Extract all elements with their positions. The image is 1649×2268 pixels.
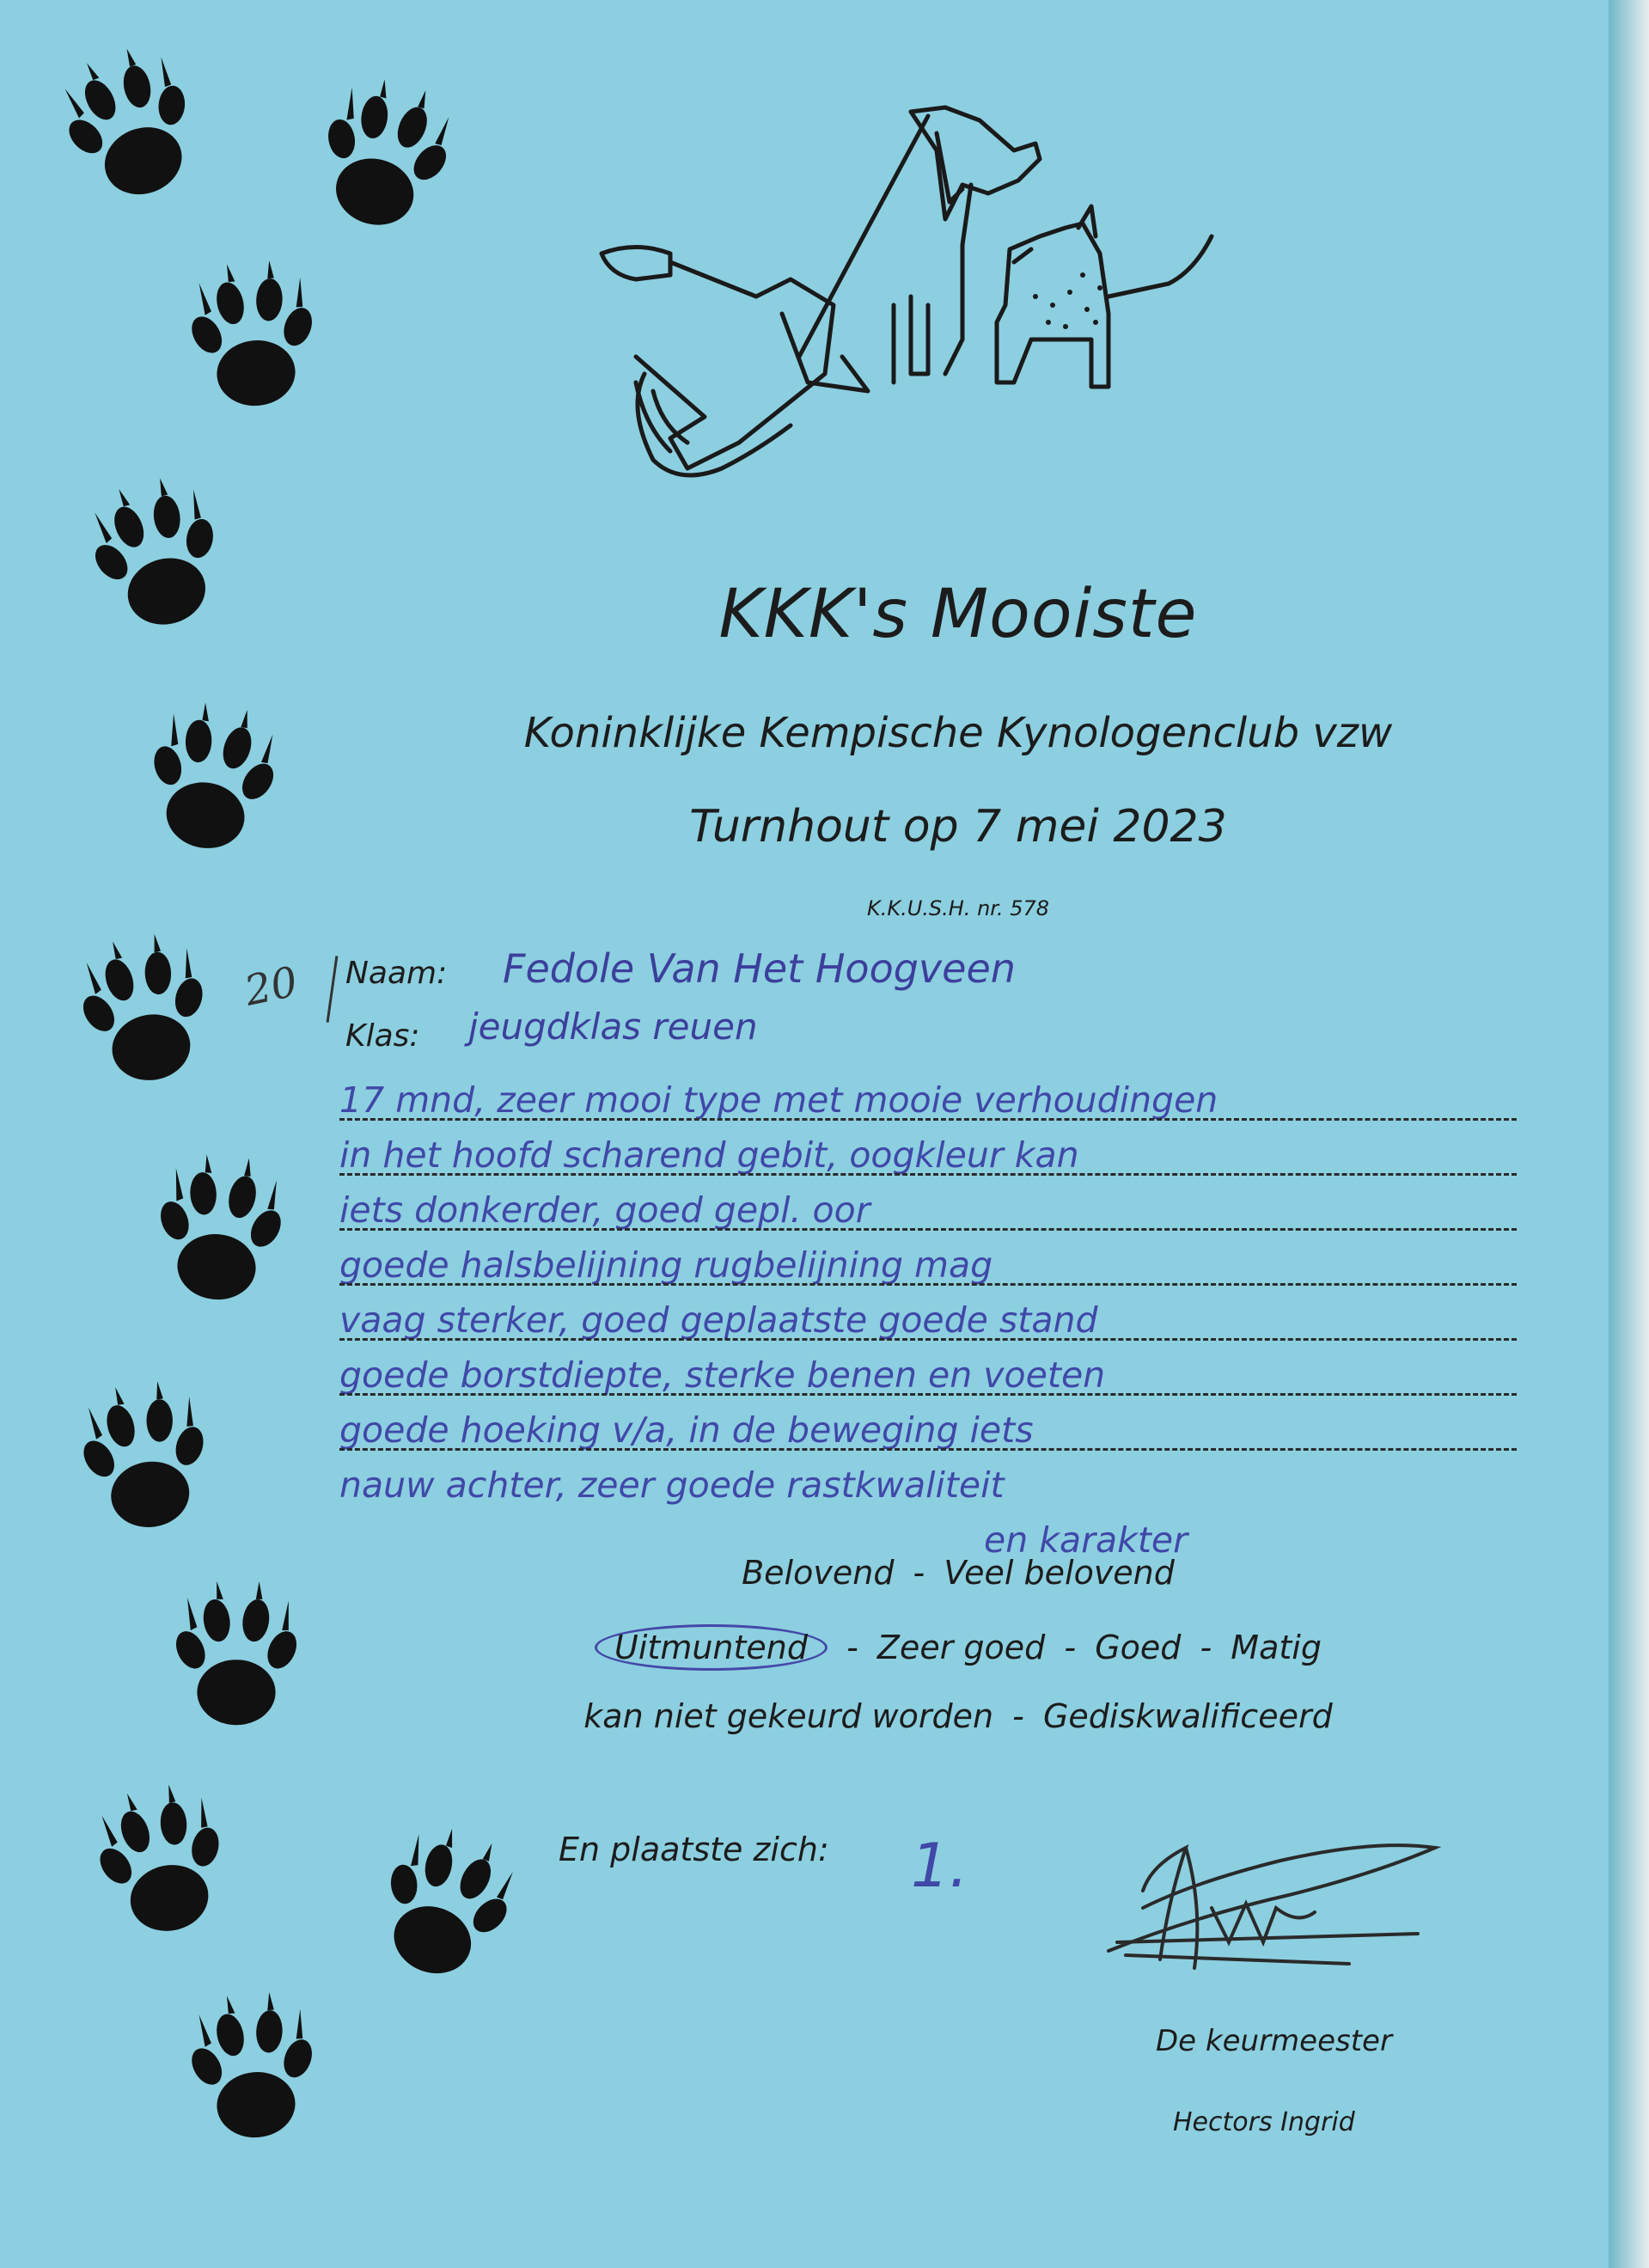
margin-number: 20: [240, 957, 302, 1016]
dogs-illustration: [584, 99, 1220, 503]
qualification-separator: -: [1064, 1629, 1077, 1666]
paw-print-icon: [66, 1772, 260, 1965]
report-line: vaag sterker, goed geplaatste goede stand: [339, 1293, 1609, 1348]
qualification-separator: -: [913, 1554, 925, 1592]
club-name: Koninklijke Kempische Kynologenclub vzw: [523, 709, 1393, 757]
qualification-option: Zeer goed: [876, 1629, 1046, 1666]
qualification-separator: -: [1012, 1697, 1024, 1735]
qualification-row: [0, 1554, 1609, 1592]
qualification-option-selected: Uitmuntend: [595, 1624, 828, 1671]
paw-print-icon: [52, 924, 241, 1113]
paw-print-icon: [165, 255, 342, 432]
report-line: goede borstdiepte, sterke benen en voeten: [339, 1348, 1609, 1403]
qualification-option: kan niet gekeurd worden: [583, 1697, 994, 1735]
judge-signature: [1091, 1813, 1452, 1977]
judge-name: Hectors Ingrid: [1173, 2107, 1355, 2137]
placement-value: 1.: [911, 1831, 968, 1901]
report-line: goede hoeking v/a, in de beweging iets: [339, 1403, 1609, 1458]
qualification-row: [0, 1624, 1609, 1671]
placement-label: En plaatste zich:: [559, 1831, 829, 1868]
qualification-option: Gediskwalificeerd: [1042, 1697, 1333, 1735]
class-label: Klas:: [345, 1018, 420, 1054]
report-line: goede halsbelijning rugbelijning mag: [339, 1238, 1609, 1293]
report-line: iets donkerder, goed gepl. oor: [339, 1183, 1609, 1238]
report-line: nauw achter, zeer goede rastkwaliteit: [339, 1464, 1005, 1506]
report-line: 17 mnd, zeer mooi type met mooie verhoudingen: [339, 1073, 1609, 1128]
class-value: jeugdklas reuen: [468, 1006, 758, 1048]
qualification-row: [0, 1697, 1609, 1735]
name-label: Naam:: [345, 956, 448, 991]
paw-print-icon: [131, 1149, 308, 1326]
judge-report: [339, 1073, 1609, 1568]
paw-print-icon: [338, 1807, 547, 2017]
margin-divider: [327, 956, 339, 1023]
paw-print-icon: [54, 1373, 239, 1558]
paw-print-icon: [28, 28, 238, 238]
report-line: in het hoofd scharend gebit, oogkleur kan: [339, 1128, 1609, 1183]
paper-edge: [1609, 0, 1649, 2268]
paw-print-icon: [283, 64, 483, 264]
qualification-separator: -: [1200, 1629, 1212, 1666]
registration-number: K.K.U.S.H. nr. 578: [866, 896, 1050, 920]
dog-name-value: Fedole Van Het Hoogveen: [503, 945, 1016, 992]
paw-print-icon: [165, 1987, 342, 2164]
page-title: KKK's Mooiste: [718, 576, 1198, 653]
qualification-separator: -: [846, 1629, 858, 1666]
judge-role: De keurmeester: [1156, 2024, 1392, 2058]
qualification-option: Veel belovend: [944, 1554, 1175, 1592]
qualification-option: Belovend: [742, 1554, 895, 1592]
event-place-date: Turnhout op 7 mei 2023: [689, 801, 1227, 853]
qualification-option: Goed: [1095, 1629, 1182, 1666]
qualification-option: Matig: [1231, 1629, 1322, 1666]
report-line: en karakter: [984, 1519, 1188, 1561]
